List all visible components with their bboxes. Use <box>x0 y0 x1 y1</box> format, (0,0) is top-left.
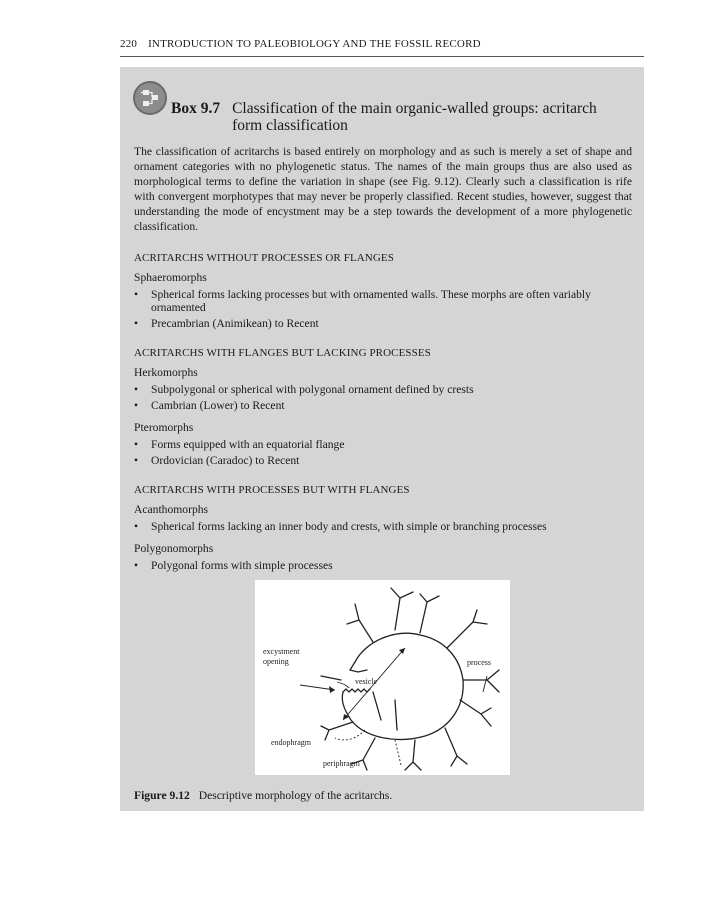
group-name: Polygonomorphs <box>134 542 214 555</box>
bullet-item: • Forms equipped with an equatorial flange <box>134 438 632 451</box>
bullet-item: • Precambrian (Animikean) to Recent <box>134 317 632 330</box>
header-rule <box>120 56 644 57</box>
label-endophragm: endophragm <box>271 738 311 747</box>
figure-caption <box>134 789 392 802</box>
intro-paragraph: The classification of acritarchs is based entirely on morphology and as such is merely a set of shape and ornament categories with no phylogenetic status. The names of the main groups thus are also used as morphological terms to define the variation in shape (see Fig. 9.12). Clearly such a classification is rife with convergent morphotypes that may never be properly classified. Recent studies, however, suggest that understanding the mode of encystment may be a step towards the development of a more phylogenetic classification. <box>134 145 632 233</box>
box-9-7 <box>120 67 644 811</box>
bullet-item: • Ordovician (Caradoc) to Recent <box>134 454 632 467</box>
bullet-item: • Cambrian (Lower) to Recent <box>134 399 632 412</box>
label-periphragm: periphragm <box>323 759 360 768</box>
page-number: 220 <box>120 38 138 50</box>
section-heading: ACRITARCHS WITHOUT PROCESSES OR FLANGES <box>134 252 394 264</box>
group-name: Pteromorphs <box>134 421 194 434</box>
bullet-list <box>134 520 632 533</box>
bullet-item: • Polygonal forms with simple processes <box>134 559 632 572</box>
box-number: Box 9.7 <box>171 100 221 117</box>
running-head <box>120 38 644 50</box>
bullet-list <box>134 559 632 572</box>
figure-number: Figure 9.12 <box>134 789 190 802</box>
box-tree-icon <box>133 81 167 115</box>
label-excystment: excystment <box>263 647 300 656</box>
acritarch-figure <box>255 580 510 775</box>
bullet-item: • Spherical forms lacking an inner body and crests, with simple or branching processes <box>134 520 632 533</box>
box-content <box>134 144 632 580</box>
bullet-list <box>134 288 632 330</box>
label-vesicle: vesicle <box>355 677 378 686</box>
section-heading: ACRITARCHS WITH PROCESSES BUT WITH FLANGES <box>134 484 410 496</box>
label-opening: opening <box>263 657 289 666</box>
section-heading: ACRITARCHS WITH FLANGES BUT LACKING PROCESSES <box>134 347 431 359</box>
figure-caption-text: Descriptive morphology of the acritarchs. <box>198 789 393 802</box>
running-title: INTRODUCTION TO PALEOBIOLOGY AND THE FOSSIL RECORD <box>148 38 481 50</box>
acritarch-drawing <box>255 580 510 775</box>
bullet-list <box>134 383 632 412</box>
group-name: Sphaeromorphs <box>134 271 207 284</box>
group-name: Acanthomorphs <box>134 503 209 516</box>
group-name: Herkomorphs <box>134 366 198 379</box>
box-title <box>171 100 631 134</box>
bullet-item: • Spherical forms lacking processes but with ornamented walls. These morphs are often variably ornamented <box>134 288 632 314</box>
bullet-list <box>134 438 632 467</box>
bullet-item: • Subpolygonal or spherical with polygonal ornament defined by crests <box>134 383 632 396</box>
box-title-text: Classification of the main organic-walled groups: acritarch form classification <box>232 100 597 134</box>
label-process: process <box>467 658 491 667</box>
